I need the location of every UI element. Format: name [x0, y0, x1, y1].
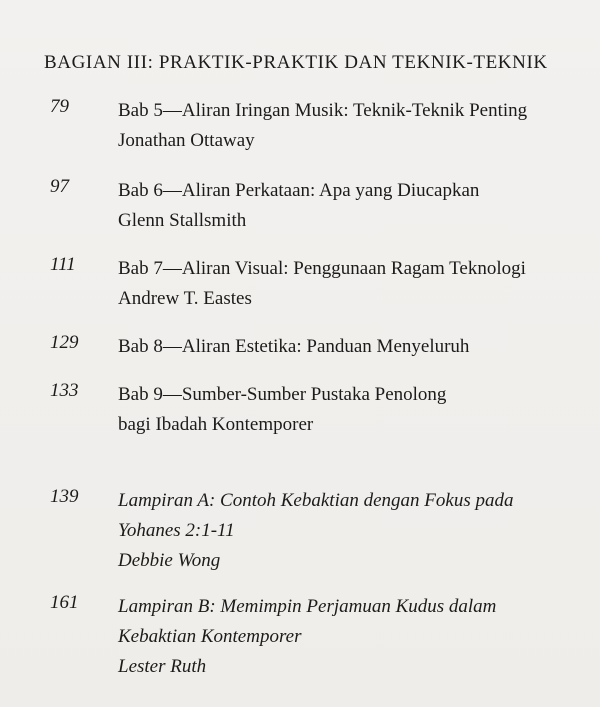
appendix-title: Lampiran B: Memimpin Perjamuan Kudus dalam — [118, 596, 497, 617]
appendix-author: Debbie Wong — [118, 550, 221, 571]
page-number: 97 — [50, 176, 69, 197]
page-number: 161 — [50, 592, 79, 613]
chapter-author: Andrew T. Eastes — [118, 288, 252, 309]
chapter-title: Bab 9—Sumber-Sumber Pustaka Penolong — [118, 384, 447, 405]
page-number: 129 — [50, 332, 79, 353]
chapter-title: Bab 6—Aliran Perkataan: Apa yang Diucapkan — [118, 180, 480, 201]
page-number: 79 — [50, 96, 69, 117]
chapter-author: Glenn Stallsmith — [118, 210, 247, 231]
chapter-author: Jonathan Ottaway — [118, 130, 255, 151]
chapter-title: Bab 7—Aliran Visual: Penggunaan Ragam Teknologi — [118, 258, 526, 279]
page-number: 139 — [50, 486, 79, 507]
chapter-title-continued: bagi Ibadah Kontemporer — [118, 414, 314, 435]
appendix-title-continued: Yohanes 2:1-11 — [118, 520, 235, 541]
appendix-title-continued: Kebaktian Kontemporer — [118, 626, 302, 647]
appendix-title: Lampiran A: Contoh Kebaktian dengan Fokus pada — [118, 490, 514, 511]
page-number: 133 — [50, 380, 79, 401]
page-number: 111 — [50, 254, 76, 275]
chapter-title: Bab 8—Aliran Estetika: Panduan Menyeluruh — [118, 336, 470, 357]
appendix-author: Lester Ruth — [118, 656, 207, 677]
chapter-title: Bab 5—Aliran Iringan Musik: Teknik-Teknik Penting — [118, 100, 528, 121]
section-title: BAGIAN III: PRAKTIK-PRAKTIK DAN TEKNIK-TEKNIK — [44, 52, 548, 73]
